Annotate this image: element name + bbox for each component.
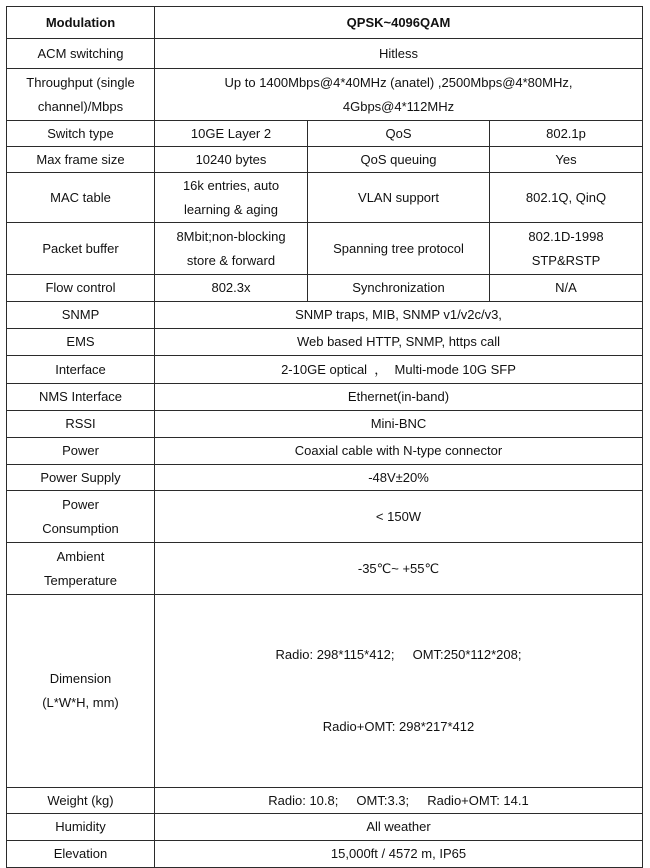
row-value: SNMP traps, MIB, SNMP v1/v2c/v3,	[155, 302, 643, 329]
label-line: Ambient	[56, 548, 105, 564]
table-row-switch-type	[7, 121, 643, 147]
row-label: Humidity	[7, 814, 155, 841]
row-label: Power	[7, 438, 155, 465]
label-line: Temperature	[44, 572, 117, 588]
row-sub-label: QoS	[308, 121, 490, 147]
row-sub-label: QoS queuing	[308, 147, 490, 173]
table-row-ambient-temperature	[7, 543, 643, 595]
header-value-cell: QPSK~4096QAM	[155, 7, 643, 39]
table-row-max-frame-size	[7, 147, 643, 173]
row-label: Packet buffer	[7, 223, 155, 275]
row-value: Mini-BNC	[155, 411, 643, 438]
row-label	[7, 543, 155, 595]
specification-table	[6, 6, 643, 868]
table-row-modulation	[7, 7, 643, 39]
table-row-dimension	[7, 595, 643, 788]
value-line: STP&RSTP	[531, 252, 601, 268]
value-line: 16k entries, auto	[182, 177, 280, 193]
value-line: Up to 1400Mbps@4*40MHz (anatel) ,2500Mbps@4*80MHz,	[224, 74, 573, 90]
row-label: NMS Interface	[7, 384, 155, 411]
row-sub-label: VLAN support	[308, 173, 490, 223]
row-label: Elevation	[7, 841, 155, 868]
table-row-humidity	[7, 814, 643, 841]
row-sub-value: 802.1p	[490, 121, 643, 147]
table-row-nms-interface	[7, 384, 643, 411]
row-label: ACM switching	[7, 39, 155, 69]
row-value: 802.3x	[155, 275, 308, 302]
table-row-rssi	[7, 411, 643, 438]
row-sub-label: Synchronization	[308, 275, 490, 302]
table-row-flow-control	[7, 275, 643, 302]
table-row-interface	[7, 356, 643, 384]
table-row-packet-buffer	[7, 223, 643, 275]
table-row-throughput	[7, 69, 643, 121]
value-line: store & forward	[186, 252, 276, 268]
label-line: Dimension	[49, 671, 112, 686]
row-value: < 150W	[155, 491, 643, 543]
table-row-elevation	[7, 841, 643, 868]
row-value: 10GE Layer 2	[155, 121, 308, 147]
row-value: Radio: 10.8; OMT:3.3; Radio+OMT: 14.1	[155, 788, 643, 814]
row-label	[7, 491, 155, 543]
row-sub-value: 802.1Q, QinQ	[490, 173, 643, 223]
row-value: 2-10GE optical ， Multi-mode 10G SFP	[155, 356, 643, 384]
row-value: All weather	[155, 814, 643, 841]
row-value: -48V±20%	[155, 465, 643, 491]
row-value: 15,000ft / 4572 m, IP65	[155, 841, 643, 868]
row-label: RSSI	[7, 411, 155, 438]
row-label: Flow control	[7, 275, 155, 302]
row-label: Interface	[7, 356, 155, 384]
row-label	[7, 69, 155, 121]
row-label: EMS	[7, 329, 155, 356]
table-row-acm-switching	[7, 39, 643, 69]
table-row-snmp	[7, 302, 643, 329]
label-line: Power	[62, 496, 99, 512]
row-value: Ethernet(in-band)	[155, 384, 643, 411]
label-line: (L*W*H, mm)	[42, 695, 119, 710]
table-row-ems	[7, 329, 643, 356]
spec-table-container	[6, 6, 642, 868]
table-row-power-consumption	[7, 491, 643, 543]
row-value: Web based HTTP, SNMP, https call	[155, 329, 643, 356]
table-row-power-supply	[7, 465, 643, 491]
row-label: Switch type	[7, 121, 155, 147]
header-label-cell: Modulation	[7, 7, 155, 39]
value-line: 4Gbps@4*112MHz	[342, 98, 455, 114]
value-line: 8Mbit;non-blocking	[176, 228, 286, 244]
row-label: Power Supply	[7, 465, 155, 491]
value-line: Radio+OMT: 298*217*412	[322, 719, 475, 734]
value-line: Radio: 298*115*412; OMT:250*112*208;	[275, 647, 522, 662]
row-label	[7, 595, 155, 788]
row-value: Coaxial cable with N-type connector	[155, 438, 643, 465]
row-sub-value: N/A	[490, 275, 643, 302]
row-value	[155, 173, 308, 223]
row-sub-label: Spanning tree protocol	[308, 223, 490, 275]
row-label: MAC table	[7, 173, 155, 223]
row-value: -35℃~ +55℃	[155, 543, 643, 595]
table-row-power	[7, 438, 643, 465]
label-line: Consumption	[42, 520, 119, 536]
value-line: 802.1D-1998	[528, 228, 604, 244]
row-value	[155, 595, 643, 788]
value-line: learning & aging	[184, 201, 278, 217]
row-label: SNMP	[7, 302, 155, 329]
row-value	[155, 69, 643, 121]
row-label: Weight (kg)	[7, 788, 155, 814]
table-row-mac-table	[7, 173, 643, 223]
table-row-weight	[7, 788, 643, 814]
row-value	[155, 223, 308, 275]
row-label: Max frame size	[7, 147, 155, 173]
row-value: 10240 bytes	[155, 147, 308, 173]
label-line: channel)/Mbps	[37, 98, 124, 114]
row-sub-value	[490, 223, 643, 275]
row-sub-value: Yes	[490, 147, 643, 173]
label-line: Throughput (single	[26, 74, 135, 90]
row-value: Hitless	[155, 39, 643, 69]
